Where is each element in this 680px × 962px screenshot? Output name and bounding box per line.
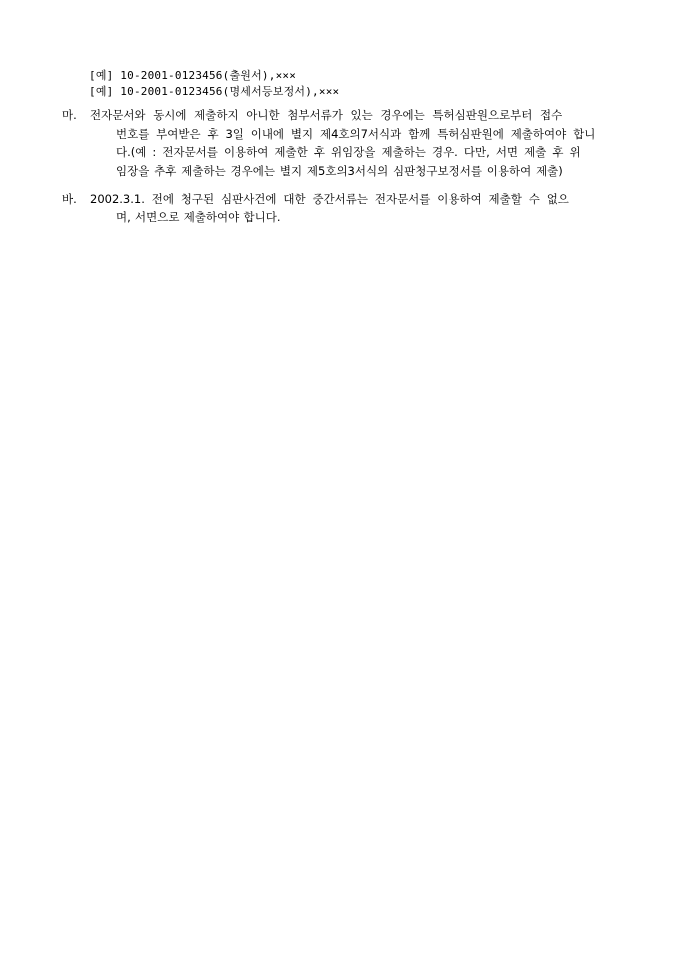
clause-text bbox=[90, 106, 618, 181]
example-line-amendment: [예] 10-2001-0123456(명세서등보정서),××× bbox=[89, 85, 340, 98]
clause-line: 번호를 부여받은 후 3일 이내에 별지 제4호의7서식과 함께 특허심판원에 제출하여야 합니 bbox=[116, 126, 596, 141]
clause-line: 임장을 추후 제출하는 경우에는 별지 제5호의3서식의 심판청구보정서를 이용하여 제출) bbox=[116, 163, 563, 178]
clause-text bbox=[90, 190, 618, 227]
clause-marker: 바. bbox=[62, 191, 77, 206]
clause-ba bbox=[62, 190, 618, 227]
example-line-application: [예] 10-2001-0123456(출원서),××× bbox=[89, 69, 297, 82]
clause-line: 전자문서와 동시에 제출하지 아니한 첨부서류가 있는 경우에는 특허심판원으로부터 접수 bbox=[90, 108, 563, 122]
document-body bbox=[62, 70, 618, 227]
clause-line: 2002.3.1. 전에 청구된 심판사건에 대한 중간서류는 전자문서를 이용하여 제출할 수 없으 bbox=[90, 191, 569, 206]
clause-line: 다.(예 : 전자문서를 이용하여 제출한 후 위임장을 제출하는 경우. 다만, 서면 제출 후 위 bbox=[116, 145, 581, 160]
clause-ma bbox=[62, 106, 618, 181]
clause-marker: 마. bbox=[62, 108, 77, 122]
clause-line: 며, 서면으로 제출하여야 합니다. bbox=[116, 210, 281, 225]
